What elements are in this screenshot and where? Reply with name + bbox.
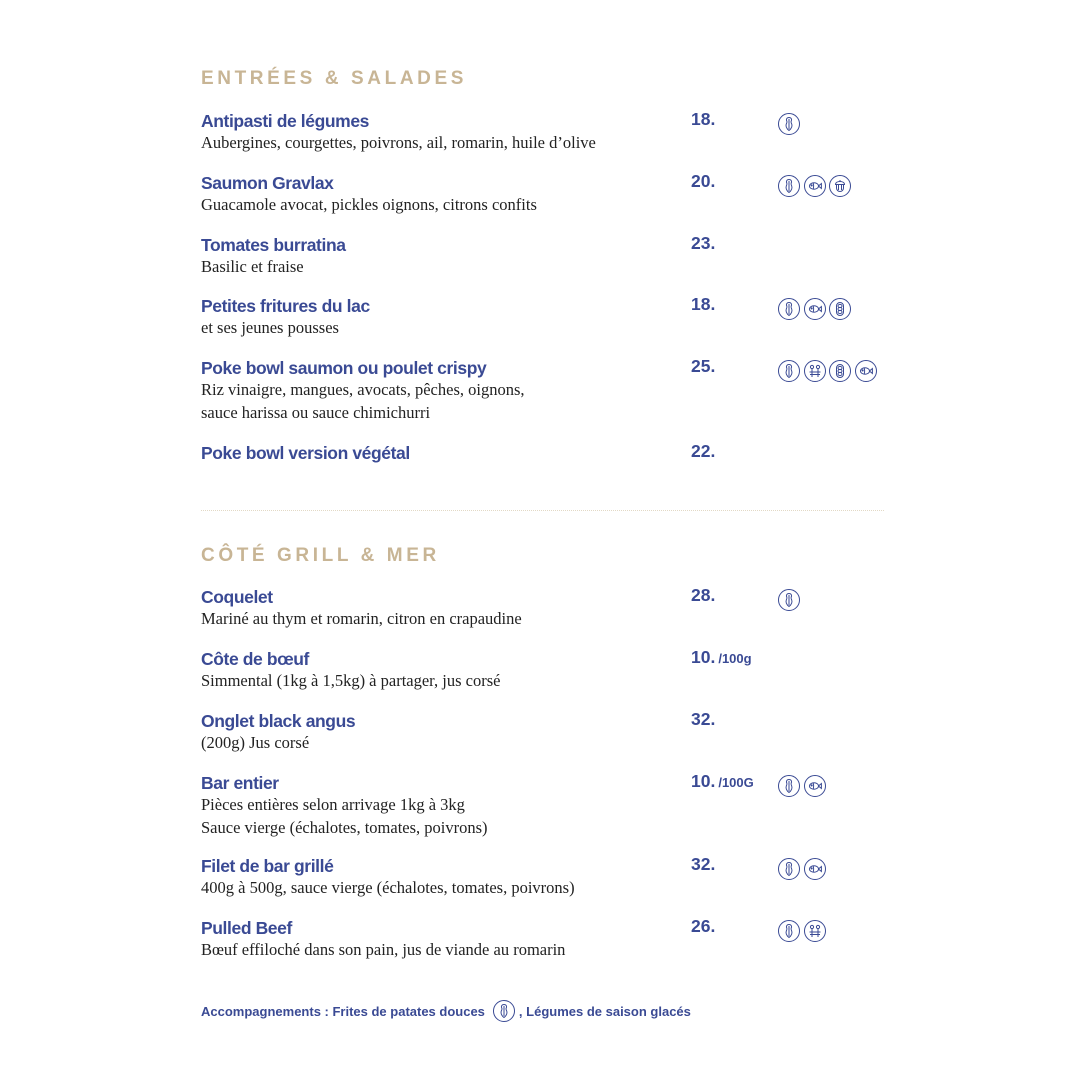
peanut-icon xyxy=(778,360,800,382)
dish-name: Coquelet xyxy=(201,587,273,607)
dish-description: Pièces entières selon arrivage 1kg à 3kg xyxy=(201,795,465,814)
price-value: 22. xyxy=(691,441,716,461)
dish-price xyxy=(691,356,715,377)
dish-price xyxy=(691,916,715,937)
menu-item xyxy=(201,110,901,155)
dish-price xyxy=(691,233,715,254)
fish-icon xyxy=(804,775,826,797)
fish-icon xyxy=(855,360,877,382)
price-value: 32. xyxy=(691,854,716,874)
dish-price xyxy=(691,647,752,668)
acorn-icon xyxy=(829,175,851,197)
celery-icon xyxy=(804,360,826,382)
allergen-icons xyxy=(778,920,826,942)
dish-name: Bar entier xyxy=(201,773,279,793)
menu-item xyxy=(201,586,901,631)
dish-name: Antipasti de légumes xyxy=(201,111,370,131)
dish-description: 400g à 500g, sauce vierge (échalotes, tomates, poivrons) xyxy=(201,878,575,897)
price-value: 23. xyxy=(691,233,716,253)
price-value: 18. xyxy=(691,109,716,129)
section-title-entrees: ENTRÉES & SALADES xyxy=(201,68,468,89)
price-value: 18. xyxy=(691,294,716,314)
dish-name: Tomates burratina xyxy=(201,235,346,255)
dish-name: Côte de bœuf xyxy=(201,649,309,669)
peanut-icon xyxy=(778,775,800,797)
allergen-icons xyxy=(778,298,851,320)
price-value: 32. xyxy=(691,709,716,729)
menu-item xyxy=(201,234,901,279)
menu-item xyxy=(201,357,901,424)
peanut-icon xyxy=(778,113,800,135)
dish-name: Filet de bar grillé xyxy=(201,856,334,876)
celery-icon xyxy=(804,920,826,942)
menu-item xyxy=(201,855,901,900)
peanut-icon xyxy=(778,589,800,611)
menu-item xyxy=(201,172,901,217)
peanut-icon xyxy=(493,1000,515,1022)
section-title-grill: CÔTÉ GRILL & MER xyxy=(201,545,440,566)
price-unit: /100G xyxy=(718,775,754,790)
accompaniments-text-2: , Légumes de saison glacés xyxy=(518,1003,691,1019)
grain-icon xyxy=(829,360,851,382)
dish-description: Riz vinaigre, mangues, avocats, pêches, oignons, xyxy=(201,380,525,399)
dish-description: Mariné au thym et romarin, citron en crapaudine xyxy=(201,609,522,628)
peanut-icon xyxy=(778,858,800,880)
price-value: 10. xyxy=(691,647,716,667)
dish-description: sauce harissa ou sauce chimichurri xyxy=(201,402,431,422)
dish-description: Aubergines, courgettes, poivrons, ail, romarin, huile d’olive xyxy=(201,133,596,152)
peanut-icon xyxy=(778,175,800,197)
accompaniments-text: Accompagnements : Frites de patates douces xyxy=(201,1003,485,1019)
section-divider xyxy=(201,510,884,511)
menu-item xyxy=(201,772,901,839)
menu-item xyxy=(201,917,901,962)
fish-icon xyxy=(804,175,826,197)
dish-price xyxy=(691,294,715,315)
allergen-icons xyxy=(778,589,800,611)
price-value: 25. xyxy=(691,356,716,376)
dish-description: (200g) Jus corsé xyxy=(201,733,310,752)
menu-item xyxy=(201,295,901,340)
dish-price xyxy=(691,171,715,192)
price-value: 26. xyxy=(691,916,716,936)
dish-price xyxy=(691,441,715,462)
dish-price xyxy=(691,109,715,130)
dish-name: Poke bowl saumon ou poulet crispy xyxy=(201,358,487,378)
fish-icon xyxy=(804,858,826,880)
dish-name: Pulled Beef xyxy=(201,918,292,938)
dish-description: Guacamole avocat, pickles oignons, citrons confits xyxy=(201,195,537,214)
dish-name: Saumon Gravlax xyxy=(201,173,334,193)
allergen-icons xyxy=(778,113,800,135)
price-value: 20. xyxy=(691,171,716,191)
dish-price xyxy=(691,585,715,606)
menu-item xyxy=(201,442,901,464)
dish-name: Onglet black angus xyxy=(201,711,356,731)
menu-item xyxy=(201,710,901,755)
allergen-icons xyxy=(778,175,851,197)
price-value: 10. xyxy=(691,771,716,791)
peanut-icon xyxy=(778,298,800,320)
dish-description: et ses jeunes pousses xyxy=(201,318,339,337)
price-unit: /100g xyxy=(718,651,752,666)
dish-description: Sauce vierge (échalotes, tomates, poivrons) xyxy=(201,817,488,837)
allergen-icons xyxy=(778,360,877,382)
grain-icon xyxy=(829,298,851,320)
fish-icon xyxy=(804,298,826,320)
dish-price xyxy=(691,771,754,792)
price-value: 28. xyxy=(691,585,716,605)
dish-name: Poke bowl version végétal xyxy=(201,443,410,463)
dish-description: Bœuf effiloché dans son pain, jus de viande au romarin xyxy=(201,940,566,959)
peanut-icon xyxy=(778,920,800,942)
allergen-icons xyxy=(778,858,826,880)
accompaniments-note xyxy=(201,1000,691,1022)
dish-price xyxy=(691,854,715,875)
dish-description: Simmental (1kg à 1,5kg) à partager, jus corsé xyxy=(201,671,501,690)
dish-name: Petites fritures du lac xyxy=(201,296,370,316)
dish-description: Basilic et fraise xyxy=(201,257,304,276)
allergen-icons xyxy=(778,775,826,797)
menu-item xyxy=(201,648,901,693)
dish-price xyxy=(691,709,715,730)
